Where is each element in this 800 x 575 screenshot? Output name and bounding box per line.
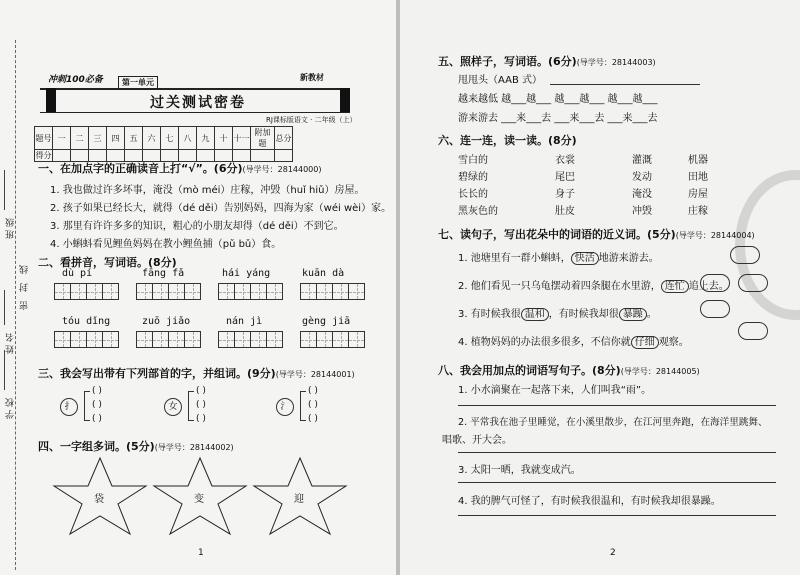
- s1-item-1[interactable]: 1. 我也做过许多坏事，淹没（mò méi）庄稼，冲毁（huǐ hiǔ）房屋。: [50, 185, 365, 196]
- s6-col-4[interactable]: [688, 152, 708, 220]
- score-header-cell: 总分: [275, 127, 293, 150]
- score-row-label: 得分: [35, 151, 52, 160]
- s6-c1-1[interactable]: 雪白的: [458, 155, 488, 166]
- s6-heading: 六、连一连，读一读。(8分): [438, 134, 577, 147]
- s6-c4-1[interactable]: 机器: [688, 155, 708, 166]
- radical-3: 氵: [276, 398, 294, 416]
- title-rule-top: [40, 88, 350, 90]
- s5-heading: 五、照样子，写词语。(6分)(导学号：28144003): [438, 55, 656, 68]
- char-grid-1[interactable]: [54, 283, 118, 300]
- s7-word-1: 快活: [571, 252, 599, 265]
- radical-2: 女: [164, 398, 182, 416]
- s7-word-2: 连忙: [661, 280, 689, 293]
- s7-word-4: 暴躁: [619, 308, 647, 321]
- s7-word-3: 温和: [521, 308, 549, 321]
- pinyin-7: nán jì: [226, 316, 263, 327]
- s6-c1-3[interactable]: 长长的: [458, 189, 488, 200]
- s1-heading: 一、在加点字的正确读音上打“√”。(6分)(导学号：28144000): [38, 162, 322, 175]
- s1-item-4[interactable]: 4. 小蝌蚪看见鲤鱼妈妈在教小鲤鱼捕（pǔ bǔ）食。: [50, 239, 282, 250]
- s7-item-1: 1. 池塘里有一群小蝌蚪， 快活 地游来游去。: [458, 253, 659, 264]
- s8-item-2: 2. 平常我在池子里睡觉，在小溪里散步，在江河里奔跑，在海洋里跳舞、: [458, 417, 768, 428]
- s6-c3-1[interactable]: 灌溉: [632, 155, 652, 166]
- score-table: [34, 126, 293, 162]
- page-title: 过关测试密卷: [150, 95, 246, 111]
- left-page: [0, 0, 396, 575]
- star-3-char: 迎: [294, 494, 304, 505]
- s6-c2-3[interactable]: 身子: [555, 189, 575, 200]
- pinyin-4: kuān dà: [302, 268, 345, 279]
- series-label: 新教材: [300, 73, 324, 82]
- s6-c3-2[interactable]: 发动: [632, 172, 652, 183]
- s8-answer-line-4[interactable]: [458, 515, 776, 516]
- score-header-cell: 三: [89, 127, 107, 150]
- pinyin-6: zuō jiǎo: [142, 316, 191, 327]
- radical-1: 扌: [60, 398, 78, 416]
- pinyin-2: fāng fǎ: [142, 268, 185, 279]
- s6-c2-4[interactable]: 肚皮: [555, 206, 575, 217]
- s4-heading: 四、一字组多词。(5分)(导学号：28144002): [38, 440, 234, 453]
- star-1-char: 袋: [94, 494, 104, 505]
- s8-item-1: 1. 小水滴聚在一起落下来，人们叫我“雨”。: [458, 385, 652, 396]
- radical-3-blank-3[interactable]: ( ): [308, 414, 318, 424]
- star-2-char: 变: [194, 494, 204, 505]
- s6-col-1[interactable]: [458, 152, 498, 220]
- pinyin-8: gèng jiā: [302, 316, 351, 327]
- char-grid-6[interactable]: [136, 331, 200, 348]
- radical-3-blank-2[interactable]: ( ): [308, 400, 318, 410]
- s3-heading: 三、我会写出带有下列部首的字，并组词。(9分)(导学号：28144001): [38, 367, 355, 380]
- s8-heading: 八、我会用加点的词语写句子。(8分)(导学号：28144005): [438, 364, 700, 377]
- answer-cloud-3[interactable]: [738, 274, 768, 292]
- s6-c4-2[interactable]: 田地: [688, 172, 708, 183]
- right-page: [400, 0, 800, 575]
- s5-answer-line[interactable]: [550, 84, 700, 85]
- s7-item-4: 4. 植物妈妈的办法很多很多，不信你就 仔细 观察。: [458, 337, 689, 348]
- radical-2-blank-3[interactable]: ( ): [196, 414, 206, 424]
- title-tab-left: [46, 88, 56, 113]
- s6-c4-4[interactable]: 庄稼: [688, 206, 708, 217]
- radical-1-blank-2[interactable]: ( ): [92, 400, 102, 410]
- s7-item-3: 3. 有时候我很 温和 ，有时候我却很 暴躁 。: [458, 309, 657, 320]
- score-header-cell: 十一: [233, 127, 251, 150]
- seal-label: 密 封 线: [20, 262, 30, 310]
- s5-row-1[interactable]: 越来越低 越___越___ 越___越___ 越___越___: [458, 94, 658, 105]
- s8-answer-line-2[interactable]: [458, 452, 776, 453]
- seal-line: [15, 40, 16, 570]
- char-grid-4[interactable]: [300, 283, 364, 300]
- s7-heading: 七、读句子，写出花朵中的词语的近义词。(5分)(导学号：28144004): [438, 228, 755, 241]
- answer-cloud-5[interactable]: [738, 322, 768, 340]
- score-header-cell: 八: [179, 127, 197, 150]
- s2-heading: 二、看拼音，写词语。(8分): [38, 256, 177, 269]
- char-grid-2[interactable]: [136, 283, 200, 300]
- radical-3-blank-1[interactable]: ( ): [308, 386, 318, 396]
- s5-example-label: 甩甩头（AAB 式）: [458, 75, 542, 86]
- s8-answer-line-1[interactable]: [458, 405, 776, 406]
- score-header-cell: 九: [197, 127, 215, 150]
- title-tab-right: [340, 88, 350, 113]
- radical-1-bracket: [84, 391, 90, 421]
- s6-c2-1[interactable]: 衣裳: [555, 155, 575, 166]
- page-number-2: 2: [610, 548, 616, 558]
- s7-item-2: 2. 他们看见一只乌龟摆动着四条腿在水里游， 连忙 追上去。: [458, 281, 729, 292]
- char-grid-5[interactable]: [54, 331, 118, 348]
- radical-2-blank-1[interactable]: ( ): [196, 386, 206, 396]
- s6-c1-4[interactable]: 黑灰色的: [458, 206, 498, 217]
- s6-c3-3[interactable]: 淹没: [632, 189, 652, 200]
- score-header-cell: 四: [107, 127, 125, 150]
- name-label: 姓名: [6, 330, 16, 354]
- char-grid-3[interactable]: [218, 283, 282, 300]
- s6-c2-2[interactable]: 尾巴: [555, 172, 575, 183]
- s1-item-3[interactable]: 3. 那里有许许多多的知识，粗心的小朋友却得（dé děi）不到它。: [50, 221, 344, 232]
- unit-badge: 第一单元: [118, 76, 158, 89]
- char-grid-8[interactable]: [300, 331, 364, 348]
- s8-answer-line-3[interactable]: [458, 482, 776, 483]
- score-header-cell: 题号: [35, 127, 53, 150]
- pinyin-1: dù pí: [62, 268, 93, 279]
- radical-2-blank-2[interactable]: ( ): [196, 400, 206, 410]
- answer-cloud-4[interactable]: [700, 300, 730, 318]
- watermark-seal: [735, 170, 800, 320]
- edition-label: RJ课标版语文 · 二年级（上）: [266, 116, 357, 124]
- score-header-cell: 一: [53, 127, 71, 150]
- name-field[interactable]: [4, 290, 5, 325]
- s6-c1-2[interactable]: 碧绿的: [458, 172, 488, 183]
- radical-1-blank-1[interactable]: ( ): [92, 386, 102, 396]
- s6-col-2[interactable]: [555, 152, 575, 220]
- s6-col-3[interactable]: [632, 152, 652, 220]
- s7-word-5: 仔细: [631, 336, 659, 349]
- score-header-cell: 七: [161, 127, 179, 150]
- s8-item-4: 4. 我的脾气可怪了，有时候我很温和，有时候我却很暴躁。: [458, 496, 721, 507]
- s6-c3-4[interactable]: 冲毁: [632, 206, 652, 217]
- class-label: 班级: [6, 215, 16, 239]
- answer-cloud-2[interactable]: [700, 274, 730, 292]
- answer-cloud-1[interactable]: [730, 246, 760, 264]
- pinyin-3: hái yáng: [222, 268, 271, 279]
- class-field[interactable]: [4, 170, 5, 210]
- pinyin-5: tóu dǐng: [62, 316, 111, 327]
- score-header-cell: 六: [143, 127, 161, 150]
- s5-row-2[interactable]: 游来游去 ___来___去 ___来___去 ___来___去: [458, 113, 658, 124]
- score-header-cell: 二: [71, 127, 89, 150]
- page-number-1: 1: [198, 548, 204, 558]
- score-header-cell: 附加题: [251, 127, 275, 150]
- score-header-cell: 十: [215, 127, 233, 150]
- score-header-cell: 五: [125, 127, 143, 150]
- s8-item-3: 3. 太阳一晒，我就变成汽。: [458, 465, 581, 476]
- radical-2-bracket: [188, 391, 194, 421]
- school-field[interactable]: [4, 350, 5, 390]
- radical-1-blank-3[interactable]: ( ): [92, 414, 102, 424]
- brand-logo: 冲刺100必备: [48, 75, 103, 85]
- char-grid-7[interactable]: [218, 331, 282, 348]
- radical-3-bracket: [300, 391, 306, 421]
- s8-item-2-cont: 唱歌、开大会。: [442, 435, 512, 446]
- s1-item-2[interactable]: 2. 孩子如果已经长大，就得（dé děi）告别妈妈，四海为家（wéi wèi）家。: [50, 203, 392, 214]
- s6-c4-3[interactable]: 房屋: [688, 189, 708, 200]
- school-label: 学校: [6, 395, 16, 419]
- title-rule-bottom: [40, 112, 350, 113]
